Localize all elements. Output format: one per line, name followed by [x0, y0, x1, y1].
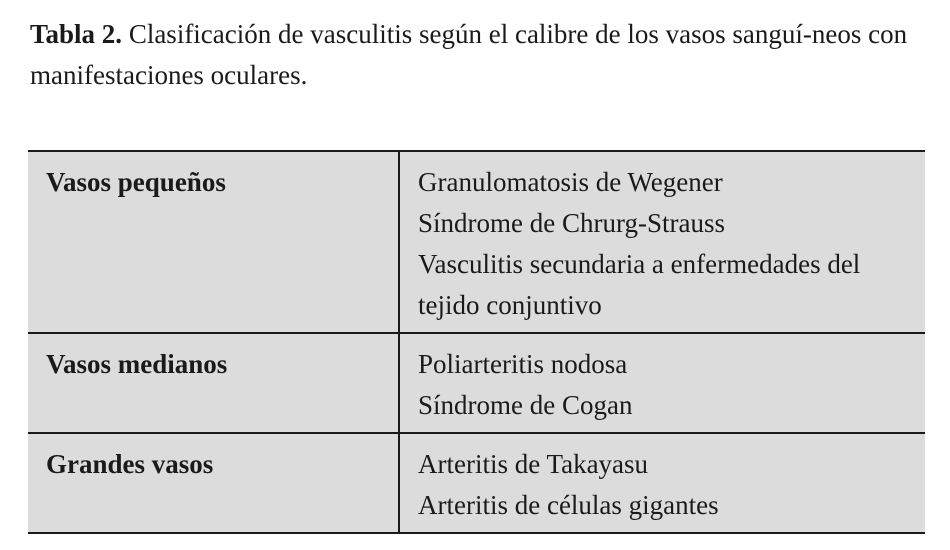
list-item: Arteritis de Takayasu [418, 449, 649, 479]
row-category: Grandes vasos [28, 433, 399, 533]
row-category: Vasos pequeños [28, 151, 399, 333]
list-item: Poliarteritis nodosa [418, 349, 628, 379]
list-item: Vasculitis secundaria a enfermedades del tejido conjuntivo [418, 249, 861, 320]
vasculitis-classification-table [28, 150, 925, 534]
row-items [399, 433, 925, 533]
row-items [399, 333, 925, 433]
table-row-medium-vessels [28, 333, 925, 433]
caption-text: Clasificación de vasculitis según el calibre de los vasos sanguí-neos con manifestaciones oculares. [30, 19, 908, 90]
row-category: Vasos medianos [28, 333, 399, 433]
row-items [399, 151, 925, 333]
list-item: Síndrome de Chrurg-Strauss [418, 208, 725, 238]
caption-label: Tabla 2. [30, 19, 123, 49]
table-row-large-vessels [28, 433, 925, 533]
list-item: Arteritis de células gigantes [418, 490, 719, 520]
list-item: Granulomatosis de Wegener [418, 167, 723, 197]
vasculitis-table-container [28, 150, 925, 534]
table-row-small-vessels [28, 151, 925, 333]
list-item: Síndrome de Cogan [418, 390, 633, 420]
table-caption [30, 14, 910, 96]
